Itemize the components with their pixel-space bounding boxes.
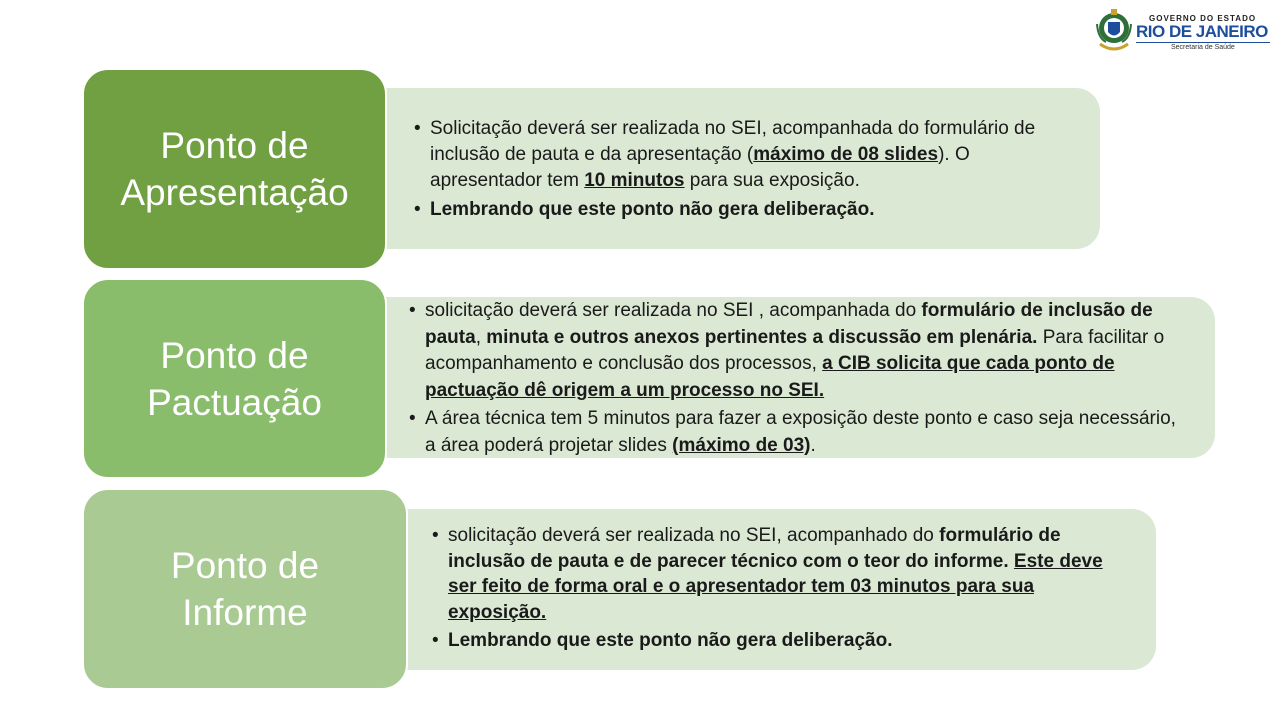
pactuacao-bullets bbox=[425, 298, 1185, 462]
bullet-text: . bbox=[810, 434, 816, 456]
pactuacao-title-line2: Pactuação bbox=[147, 381, 322, 423]
pactuacao-title-line1: Ponto de bbox=[160, 334, 309, 376]
pactuacao-bullet-1 bbox=[425, 298, 1185, 404]
bullet-bold-text: Lembrando que este ponto não gera deliberação. bbox=[430, 199, 875, 220]
pactuacao-title-box bbox=[82, 278, 387, 479]
bullet-emphasis: 10 minutos bbox=[584, 170, 685, 191]
bullet-emphasis: Este deve ser feito de forma oral e o apresentador tem 03 minutos para sua exposição. bbox=[448, 550, 1103, 623]
bullet-bold-text: formulário de inclusão de pauta e de parecer técnico com o teor do informe. bbox=[448, 525, 1061, 572]
apresentacao-bullets bbox=[430, 116, 1070, 226]
bullet-text: solicitação deverá ser realizada no SEI , acompanhada do bbox=[425, 300, 922, 321]
informe-title-line1: Ponto de bbox=[170, 545, 320, 586]
bullet-emphasis: (máximo de 03) bbox=[672, 434, 811, 456]
bullet-text: solicitação deverá ser realizada no SEI, acompanhado do bbox=[448, 525, 940, 546]
bullet-bold-text: Lembrando que este ponto não gera deliberação. bbox=[448, 630, 893, 651]
rio-de-janeiro-logo bbox=[1094, 6, 1274, 56]
bullet-emphasis: máximo de 08 slides bbox=[753, 144, 939, 165]
apresentacao-title-box bbox=[82, 68, 387, 270]
bullet-text: A área técnica tem 5 minutos para fazer a exposição deste ponto e caso seja necessário, a área poderá projetar slides bbox=[425, 408, 1176, 456]
apresentacao-bullet-1 bbox=[430, 116, 1070, 194]
informe-bullets bbox=[448, 523, 1128, 657]
logo-rule bbox=[1136, 42, 1270, 43]
bullet-text: ). O apresentador tem bbox=[430, 144, 970, 191]
apresentacao-title-line2: Apresentação bbox=[120, 172, 349, 213]
bullet-text: Para facilitar o acompanhamento e conclusão dos processos, bbox=[425, 326, 1165, 374]
bullet-text: Solicitação deverá ser realizada no SEI, acompanhada do formulário de inclusão de pauta e da apresentação ( bbox=[430, 118, 1036, 165]
apresentacao-bullet-2 bbox=[430, 197, 1070, 223]
coat-of-arms-icon bbox=[1094, 6, 1134, 56]
informe-bullet-1 bbox=[448, 523, 1128, 625]
pactuacao-bullet-2 bbox=[425, 406, 1185, 459]
logo-line2: RIO DE JANEIRO bbox=[1136, 22, 1268, 41]
bullet-bold-text: minuta e outros anexos pertinentes a discussão em plenária. bbox=[486, 326, 1038, 348]
apresentacao-title-line1: Ponto de bbox=[160, 125, 309, 166]
logo-line3: Secretaria de Saúde bbox=[1171, 44, 1235, 51]
bullet-text: , bbox=[475, 326, 487, 348]
logo-line1: GOVERNO DO ESTADO bbox=[1149, 14, 1257, 23]
bullet-bold-text: formulário de inclusão de pauta bbox=[425, 300, 1153, 348]
bullet-text: para sua exposição. bbox=[684, 170, 860, 191]
informe-title-box bbox=[82, 488, 408, 690]
informe-bullet-2 bbox=[448, 628, 1128, 654]
bullet-emphasis: a CIB solicita que cada ponto de pactuação dê origem a um processo no SEI. bbox=[425, 353, 1115, 401]
informe-title-line2: Informe bbox=[182, 592, 308, 633]
